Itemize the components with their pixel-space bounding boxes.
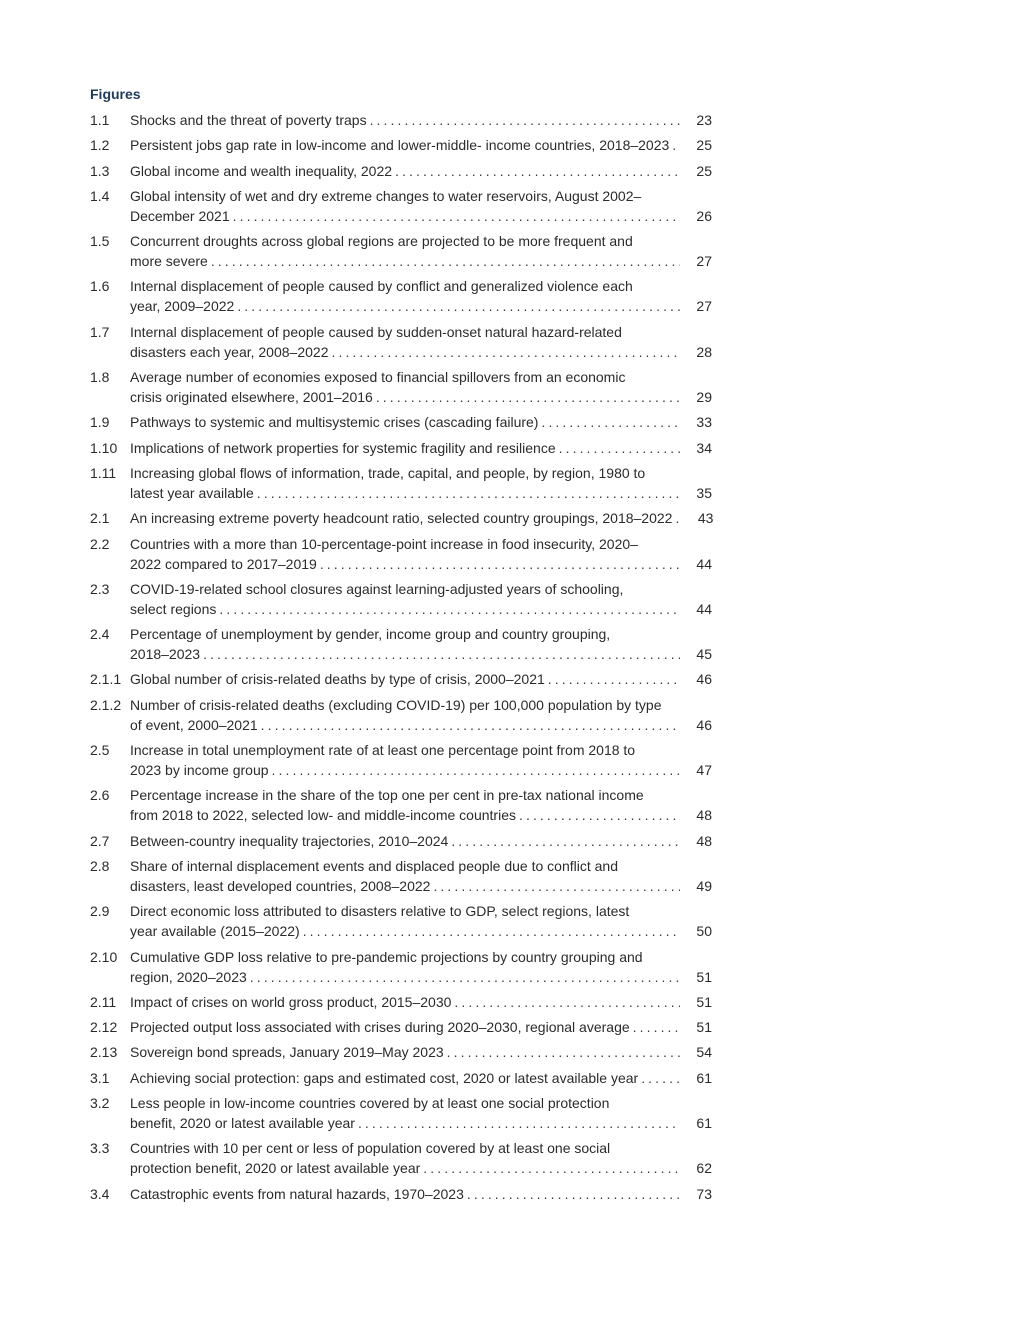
- page-number[interactable]: 25: [696, 162, 712, 179]
- figure-title-last-line: [130, 206, 712, 226]
- dot-leader: [638, 1068, 680, 1088]
- entry-body: [130, 1138, 712, 1178]
- figure-title-last-line: [130, 1017, 712, 1037]
- figure-number: 2.12: [90, 1019, 118, 1036]
- figure-number: 2.8: [90, 857, 110, 874]
- figure-title: An increasing extreme poverty headcount ratio, selected country groupings, 2018–2022: [130, 510, 673, 527]
- dot-leader: [200, 644, 680, 664]
- dot-leader: [392, 161, 680, 181]
- page-number[interactable]: 28: [696, 343, 712, 360]
- entry-body: [130, 992, 712, 1012]
- entry-body: [130, 135, 712, 155]
- page-number[interactable]: 61: [696, 1069, 712, 1086]
- page-number[interactable]: 27: [696, 253, 712, 270]
- figure-title-last-line: [130, 412, 712, 432]
- entry-body: [130, 1042, 712, 1062]
- section-heading: Figures: [90, 86, 141, 102]
- entry-body: [130, 412, 712, 432]
- toc-entry[interactable]: [90, 1042, 712, 1062]
- dot-leader: [269, 760, 680, 780]
- figure-title-last-line: [130, 1042, 712, 1062]
- figure-title-line: Internal displacement of people caused by sudden-onset natural hazard-related: [130, 323, 622, 340]
- figure-title-line: Global intensity of wet and dry extreme changes to water reservoirs, August 2002–: [130, 187, 642, 204]
- figure-number: 2.1: [90, 510, 110, 527]
- dot-leader: [234, 296, 680, 316]
- page-number[interactable]: 35: [696, 484, 712, 501]
- figure-title-line: Average number of economies exposed to financial spillovers from an economic: [130, 369, 626, 386]
- figure-title-last-line: [130, 831, 712, 851]
- figure-number: 2.1.1: [90, 671, 122, 688]
- figure-title: 2022 compared to 2017–2019: [130, 555, 317, 572]
- figure-title-last-line: [130, 644, 712, 664]
- figure-title-line: Less people in low-income countries covered by at least one social protection: [130, 1095, 610, 1112]
- dot-leader: [300, 921, 680, 941]
- figure-number: 2.9: [90, 903, 110, 920]
- figure-title-last-line: [130, 992, 712, 1012]
- dot-leader: [451, 992, 680, 1012]
- toc-entry[interactable]: [90, 322, 712, 362]
- dot-leader: [420, 1158, 680, 1178]
- toc-entry[interactable]: [90, 947, 712, 987]
- entry-body: [130, 463, 712, 503]
- figure-title: disasters each year, 2008–2022: [130, 343, 329, 360]
- page-number[interactable]: 44: [696, 600, 712, 617]
- figure-title: protection benefit, 2020 or latest available year: [130, 1160, 421, 1177]
- figure-title-line: Percentage of unemployment by gender, income group and country grouping,: [130, 626, 611, 643]
- entry-body: [130, 161, 712, 181]
- figure-title-last-line: [130, 715, 712, 735]
- figures-list: [90, 110, 712, 1209]
- figure-number: 1.4: [90, 187, 110, 204]
- dot-leader: [672, 508, 681, 528]
- page-number[interactable]: 23: [696, 112, 712, 128]
- entry-body: [130, 186, 712, 226]
- entry-body: [130, 740, 712, 780]
- entry-body: [130, 231, 712, 271]
- figure-number: 1.10: [90, 439, 118, 456]
- dot-leader: [247, 967, 680, 987]
- figure-title: Impact of crises on world gross product, 2015–2030: [130, 993, 452, 1010]
- toc-entry[interactable]: [90, 624, 712, 664]
- toc-entry[interactable]: [90, 1068, 712, 1088]
- figure-title-last-line: [130, 805, 712, 825]
- toc-entry[interactable]: [90, 785, 712, 825]
- toc-entry[interactable]: [90, 695, 712, 735]
- page-number[interactable]: 34: [696, 439, 712, 456]
- toc-entry[interactable]: [90, 412, 712, 432]
- page-number[interactable]: 43: [697, 510, 714, 527]
- entry-body: [130, 1068, 712, 1088]
- figure-title-last-line: [130, 110, 712, 130]
- toc-entry[interactable]: [90, 1184, 712, 1204]
- figure-number: 1.8: [90, 369, 110, 386]
- figure-title: Implications of network properties for systemic fragility and resilience: [130, 439, 556, 456]
- dot-leader: [230, 206, 680, 226]
- figure-title: Shocks and the threat of poverty traps: [130, 112, 367, 128]
- toc-entry[interactable]: [90, 1093, 712, 1133]
- toc-entry[interactable]: [90, 579, 712, 619]
- toc-entry[interactable]: [90, 438, 712, 458]
- figure-title: Projected output loss associated with crises during 2020–2030, regional average: [130, 1019, 630, 1036]
- figure-number: 1.3: [90, 162, 110, 179]
- figure-title: benefit, 2020 or latest available year: [130, 1115, 355, 1132]
- toc-entry[interactable]: [90, 831, 712, 851]
- dot-leader: [444, 1042, 680, 1062]
- figure-number: 1.2: [90, 137, 110, 154]
- figure-title: Sovereign bond spreads, January 2019–May 2023: [130, 1044, 444, 1061]
- figure-number: 2.10: [90, 948, 118, 965]
- figure-number: 2.2: [90, 535, 110, 552]
- figure-number: 2.11: [90, 993, 117, 1010]
- figure-number: 2.7: [90, 832, 110, 849]
- entry-body: [130, 947, 712, 987]
- dot-leader: [538, 412, 680, 432]
- dot-leader: [448, 831, 680, 851]
- figure-title-line: Concurrent droughts across global regions are projected to be more frequent and: [130, 233, 633, 250]
- figure-title: 2018–2023: [130, 646, 201, 663]
- figure-title-line: Share of internal displacement events and displaced people due to conflict and: [130, 857, 618, 874]
- toc-entry[interactable]: [90, 669, 712, 689]
- figure-title-line: Internal displacement of people caused by conflict and generalized violence each: [130, 278, 633, 295]
- figure-title: of event, 2000–2021: [130, 716, 258, 733]
- entry-body: [130, 624, 712, 664]
- entry-body: [130, 534, 712, 574]
- figure-title: region, 2020–2023: [130, 968, 247, 985]
- figure-title: Global number of crisis-related deaths by type of crisis, 2000–2021: [130, 671, 545, 688]
- entry-body: [130, 856, 712, 896]
- entry-body: [130, 438, 712, 458]
- page-number[interactable]: 50: [696, 923, 712, 940]
- page-number[interactable]: 25: [696, 137, 712, 154]
- figure-title-last-line: [130, 760, 712, 780]
- figure-title: December 2021: [130, 207, 230, 224]
- figure-number: 2.13: [90, 1044, 118, 1061]
- dot-leader: [373, 387, 680, 407]
- entry-body: [130, 1017, 712, 1037]
- figure-number: 2.5: [90, 742, 110, 759]
- entry-body: [130, 1093, 712, 1133]
- toc-entry[interactable]: [90, 110, 712, 130]
- figure-title: latest year available: [130, 484, 254, 501]
- figure-number: 3.4: [90, 1185, 110, 1202]
- page-number[interactable]: 73: [696, 1185, 712, 1202]
- figure-title: more severe: [130, 253, 208, 270]
- figure-number: 1.7: [90, 323, 110, 340]
- page-number[interactable]: 61: [696, 1115, 712, 1132]
- toc-entry[interactable]: [90, 367, 712, 407]
- dot-leader: [516, 805, 680, 825]
- figure-title: from 2018 to 2022, selected low- and middle-income countries: [130, 807, 516, 824]
- entry-body: [130, 322, 712, 362]
- figure-title-line: Direct economic loss attributed to disasters relative to GDP, select regions, latest: [130, 903, 630, 920]
- entry-body: [130, 110, 712, 130]
- toc-entry[interactable]: [90, 856, 712, 896]
- figure-number: 2.6: [90, 787, 110, 804]
- figure-title-last-line: [130, 967, 712, 987]
- figure-title-last-line: [130, 1113, 712, 1133]
- figure-title-line: Number of crisis-related deaths (excluding COVID-19) per 100,000 population by type: [130, 696, 662, 713]
- entry-body: [130, 785, 712, 825]
- figure-number: 3.2: [90, 1095, 110, 1112]
- figure-number: 1.9: [90, 414, 110, 431]
- figure-title: Pathways to systemic and multisystemic crises (cascading failure): [130, 414, 539, 431]
- toc-entry[interactable]: [90, 901, 712, 941]
- dot-leader: [328, 342, 680, 362]
- toc-entry[interactable]: [90, 276, 712, 316]
- figure-title-last-line: [130, 483, 712, 503]
- toc-entry[interactable]: [90, 161, 712, 181]
- toc-entry[interactable]: [90, 186, 712, 226]
- toc-entry[interactable]: [90, 992, 712, 1012]
- dot-leader: [355, 1113, 680, 1133]
- figure-number: 1.1: [90, 112, 110, 128]
- page-number[interactable]: 27: [696, 298, 712, 315]
- dot-leader: [367, 110, 680, 130]
- figure-title-last-line: [130, 135, 712, 155]
- figure-title: Between-country inequality trajectories, 2010–2024: [130, 832, 449, 849]
- dot-leader: [464, 1184, 680, 1204]
- dot-leader: [556, 438, 680, 458]
- figure-title-last-line: [130, 1068, 712, 1088]
- toc-entry[interactable]: [90, 534, 712, 574]
- figure-title-line: Cumulative GDP loss relative to pre-pandemic projections by country grouping and: [130, 948, 643, 965]
- dot-leader: [317, 554, 680, 574]
- figure-title-last-line: [130, 921, 712, 941]
- page-number[interactable]: 51: [696, 993, 712, 1010]
- dot-leader: [630, 1017, 680, 1037]
- page-number[interactable]: 44: [696, 555, 712, 572]
- figure-title: disasters, least developed countries, 2008–2022: [130, 877, 431, 894]
- entry-body: [130, 901, 712, 941]
- dot-leader: [216, 599, 680, 619]
- figure-title-last-line: [130, 669, 712, 689]
- figure-title-line: COVID-19-related school closures against learning-adjusted years of schooling,: [130, 580, 624, 597]
- entry-body: [130, 831, 712, 851]
- page-number[interactable]: 26: [696, 207, 712, 224]
- figure-number: 2.1.2: [90, 696, 122, 713]
- dot-leader: [254, 483, 680, 503]
- figure-title-last-line: [130, 438, 712, 458]
- page-number[interactable]: 46: [696, 671, 712, 688]
- toc-entry[interactable]: [90, 1017, 712, 1037]
- page-number[interactable]: 51: [696, 1019, 712, 1036]
- dot-leader: [258, 715, 680, 735]
- toc-entry[interactable]: [90, 1138, 712, 1178]
- figure-title-last-line: [130, 342, 712, 362]
- page-number[interactable]: 47: [696, 762, 712, 779]
- toc-entry[interactable]: [90, 135, 712, 155]
- entry-body: [130, 579, 712, 619]
- figure-title-line: Increasing global flows of information, trade, capital, and people, by region, 1980 to: [130, 464, 646, 481]
- page-number[interactable]: 49: [696, 877, 712, 894]
- figure-title-last-line: [130, 508, 712, 528]
- page-number[interactable]: 45: [696, 646, 712, 663]
- figure-title-last-line: [130, 1158, 712, 1178]
- figure-title-last-line: [130, 1184, 712, 1204]
- entry-body: [130, 695, 712, 735]
- page-number[interactable]: 54: [696, 1044, 712, 1061]
- figure-number: 2.3: [90, 580, 110, 597]
- entry-body: [130, 1184, 712, 1204]
- figure-number: 1.11: [90, 464, 117, 481]
- dot-leader: [430, 876, 680, 896]
- figure-title-line: Percentage increase in the share of the top one per cent in pre-tax national income: [130, 787, 644, 804]
- entry-body: [130, 367, 712, 407]
- figure-title-line: Countries with 10 per cent or less of population covered by at least one social: [130, 1140, 611, 1157]
- figure-title: Global income and wealth inequality, 2022: [130, 162, 393, 179]
- page-number[interactable]: 48: [696, 807, 712, 824]
- figure-number: 3.3: [90, 1140, 110, 1157]
- figure-number: 1.5: [90, 233, 110, 250]
- figure-title-last-line: [130, 876, 712, 896]
- figure-title-last-line: [130, 599, 712, 619]
- dot-leader: [669, 135, 680, 155]
- figure-title: select regions: [130, 600, 217, 617]
- figure-number: 1.6: [90, 278, 110, 295]
- figure-number: 2.4: [90, 626, 110, 643]
- entry-body: [130, 669, 712, 689]
- figure-number: 3.1: [90, 1069, 110, 1086]
- figure-title-last-line: [130, 387, 712, 407]
- figure-title-last-line: [130, 554, 712, 574]
- page-number[interactable]: 48: [696, 832, 712, 849]
- page-number[interactable]: 46: [696, 716, 712, 733]
- toc-entry[interactable]: [90, 231, 712, 271]
- figure-title: Persistent jobs gap rate in low-income and lower-middle- income countries, 2018–2023: [130, 137, 670, 154]
- figure-title: 2023 by income group: [130, 762, 269, 779]
- page-number[interactable]: 51: [696, 968, 712, 985]
- figure-title: Achieving social protection: gaps and estimated cost, 2020 or latest available year: [130, 1069, 639, 1086]
- toc-entry[interactable]: [90, 463, 712, 503]
- figure-title: Catastrophic events from natural hazards, 1970–2023: [130, 1185, 464, 1202]
- page-number[interactable]: 33: [696, 414, 712, 431]
- figure-title-last-line: [130, 251, 712, 271]
- figure-title: year available (2015–2022): [130, 923, 300, 940]
- page-number[interactable]: 62: [696, 1160, 712, 1177]
- figure-title-line: Countries with a more than 10-percentage-point increase in food insecurity, 2020–: [130, 535, 638, 552]
- toc-entry[interactable]: [90, 508, 712, 528]
- figure-title: crisis originated elsewhere, 2001–2016: [130, 389, 373, 406]
- figure-title-last-line: [130, 161, 712, 181]
- dot-leader: [208, 251, 680, 271]
- figure-title: year, 2009–2022: [130, 298, 235, 315]
- figure-title-last-line: [130, 296, 712, 316]
- toc-entry[interactable]: [90, 740, 712, 780]
- dot-leader: [545, 669, 680, 689]
- page-number[interactable]: 29: [696, 389, 712, 406]
- entry-body: [130, 276, 712, 316]
- entry-body: [130, 508, 712, 528]
- figure-title-line: Increase in total unemployment rate of at least one percentage point from 2018 to: [130, 742, 636, 759]
